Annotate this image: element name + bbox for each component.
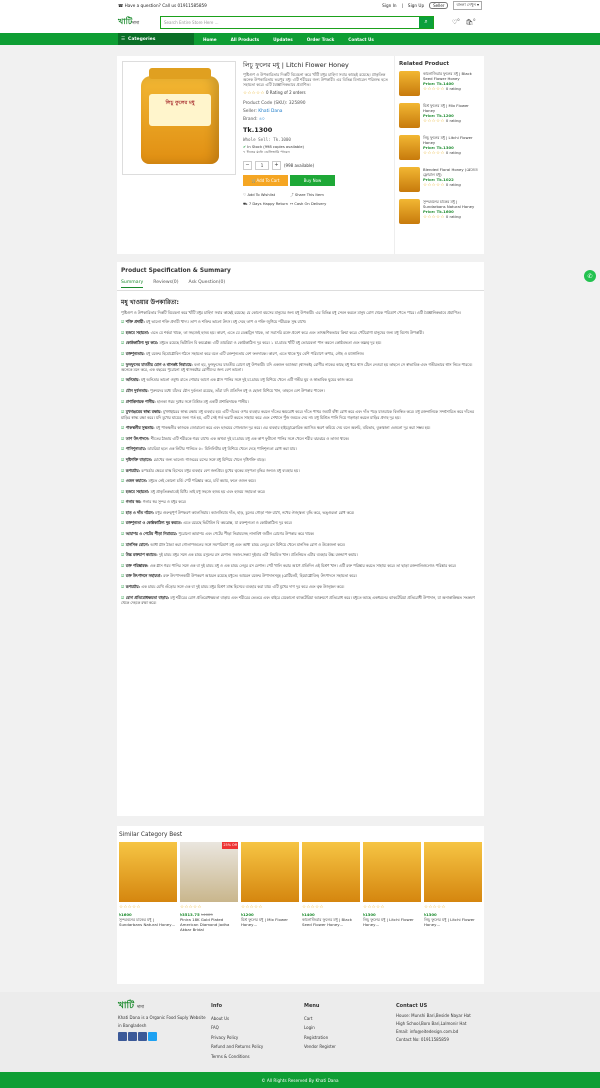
- cash-icon: ↔: [290, 201, 295, 206]
- benefit-item: ☑ রূপচর্চায়: এক চামচ মেথি গুঁড়োর সঙ্গে এক বা দুই চামচ মধুর মিশ্রণ মাস্ক হিসেবে ব্যবহার করা যায়। এটি মুখের দাগ দূর করে এবং ত্বক উজ্জ্বল করে।: [121, 584, 345, 590]
- check-icon: ☑: [121, 594, 126, 600]
- footer-link[interactable]: Vendor Register: [304, 1044, 336, 1050]
- benefit-item: ☑ তাপ উৎপাদনে: শীতের ঠান্ডায় এটি শরীরকে গরম রাখে। এক অথবা দুই চা-চামচ মধু এক কাপ ফুটানো পানির সঙ্গে খেলে শরীর ঝরঝরে ও তাজা থাকে।: [121, 435, 350, 441]
- check-icon: ☑: [121, 467, 126, 473]
- menu-icon: ☰: [121, 36, 126, 42]
- footer: খাটি দানা Khati Dana is a Organic Food Suply Website in Bangladesh Info About Us FAQ Privacy Policy Refund and Returns Policy Terms & Conditions Menu Cart Login Registration Vendor Register Contact US House: Munshi Bari,Beside Nayar Hat High School,Boro Bari,Lalmonir Hat Email: info@eitedesign.com.bd Contact No: 01911585859: [0, 992, 600, 1072]
- benefit-item: ☑ উচ্চ রক্তচাপ কমাতে: দুই চামচ মধুর সঙ্গে এক চামচ রসুনের রস মেশান। সকাল-সন্ধ্যা দুইবার এটা নিয়মিত খান। প্রতিনিয়ত এটার ব্যবহার উচ্চ রক্তচাপ কমায়।: [121, 552, 358, 558]
- related-thumb: [399, 71, 420, 96]
- similar-image: [180, 842, 238, 902]
- whatsapp-icon[interactable]: ✆: [584, 270, 596, 282]
- benefit-item: ☑ দৃষ্টিশক্তি বাড়াতে: চোখের জন্য ভালো। গাজরের রসের সঙ্গে মধু মিশিয়ে খেলে দৃষ্টিশক্তি বাড়ে।: [121, 456, 266, 462]
- categories-button[interactable]: ☰ Categories: [118, 33, 194, 45]
- footer-about: Khati Dana is a Organic Food Suply Website in Bangladesh: [118, 1015, 206, 1028]
- specification-card: [117, 262, 484, 816]
- similar-image: [302, 842, 360, 902]
- nav-all-products[interactable]: All Products: [230, 36, 260, 42]
- check-icon: ☑: [121, 329, 126, 335]
- search-input[interactable]: Search Entire Store Here ...: [161, 17, 419, 28]
- available-count: (998 available): [284, 162, 315, 168]
- footer-info-title: Info: [211, 1003, 223, 1009]
- brand-link[interactable]: ৪০: [258, 116, 265, 122]
- benefit-item: ☑ যৌন দুর্বলতায়: পুরুষদের মধ্যে যাঁদের যৌন দুর্বলতা রয়েছে, তাঁরা যদি প্রতিদিন মধু ও ছোলা মিশিয়ে খান, তাহলে বেশ উপকার পাবেন।: [121, 388, 325, 394]
- check-icon: ☑: [121, 488, 126, 494]
- similar-item[interactable]: ☆☆☆☆☆ ৳1200 মিশ্র ফুলের মধু | Mix Flower Honey…: [241, 842, 299, 932]
- footer-link[interactable]: FAQ: [211, 1025, 219, 1031]
- related-item[interactable]: মিশ্র ফুলের মধু | Mix Flower Honey Price: Tk.1200 ☆☆☆☆☆ 0 rating: [399, 103, 480, 132]
- return-info: ⛟ 7 Days Happy Return: [243, 201, 289, 206]
- related-products: [394, 56, 484, 254]
- truck-icon: ⛟: [243, 201, 249, 206]
- check-icon: ☑: [121, 361, 126, 367]
- discount-badge: 25% Off: [223, 843, 237, 847]
- product-card: লিচু ফুলের মধু লিচু ফুলের মধু | Litchi Flower Honey পুষ্টিগুণ ও উপকারিতার দিকটি বিবেচনা করে খাঁটি মধুর চাহিদা সবার কাছেই রয়েছে। প্রাকৃতিক অনেক উপকারিতায় ভরপুর মধু। এটি শরীরের জন্য উপকারী। এর বিভিন্ন মিনারেল পরিশুদ্ধ হতে সহায়তা করে। এটি বৈজ্ঞানিকভাবে প্রমাণিত। ☆☆☆☆☆ 0 Rating of 2 orders Product Code (SKU): 325890 Seller: Khati Dana Brand: ৪০ Tk.1300 Whole Sell: Tk.1000 ✔ In Stock (998 copies available) ৭ দিনের মধ্যে ডেলিভারি পাবেন − 1 + (998 available) 🛒 Add To Cart Buy Now ♡ Add To Wishlist ⤴ Share This Item ⛟ 7 Days Happy Return ↔ Cash On Delivery Related Product কালোজিরার ফুলের মধু | Black Seed Flower Honey Price: Tk.1400 ☆☆☆☆☆ 0 rating মিশ্র ফুলের মধু | Mix Flower Honey Price: Tk.1200 ☆☆☆☆☆ 0 rating লিচু ফুলের মধু | Litchi Flower Honey Price: Tk.1300 ☆☆☆☆☆ 0 rating Blended Floral Honey (ব্লেন্ডেড ফ্লোরাল মধু) Price: Tk.1022 ☆☆☆☆☆ 0 rating সুন্দরবনের চাকের মধু | Sundarbans Natural Honey Price: Tk.1600 ☆☆☆☆☆ 0 rating: [117, 56, 484, 254]
- check-icon: ☑: [121, 340, 126, 346]
- nav-order-track[interactable]: Order Track: [306, 36, 335, 42]
- sign-up-link[interactable]: Sign Up: [407, 3, 425, 8]
- top-bar: ☎ Have a question? Call us 01911585859 Sign In | Sign Up Seller বাংলা দেখুন ▾: [0, 0, 600, 11]
- related-item[interactable]: লিচু ফুলের মধু | Litchi Flower Honey Price: Tk.1300 ☆☆☆☆☆ 0 rating: [399, 135, 480, 164]
- footer-link[interactable]: Refund and Returns Policy: [211, 1044, 264, 1050]
- instagram-icon[interactable]: [128, 1032, 137, 1041]
- footer-link[interactable]: Login: [304, 1025, 315, 1031]
- check-icon: ☑: [121, 584, 126, 590]
- benefit-item: ☑ পাকস্থলীর সুস্থতায়: মধু পাকস্থলীর কাজকে জোরালো করে এবং হজমের গোলমাল দূর করে। এর ব্যবহার হাইড্রোক্লোরিক অ্যাসিড ক্ষরণ কমিয়ে দেয় বলে অরুচি, বমিভাব, বুকজ্বালা এগুলো দূর করা সম্ভব হয়।: [121, 425, 431, 431]
- similar-item[interactable]: 25% Off ☆☆☆☆☆ ৳3513.75 ৳4685 Pinira 18K Gold Plated American Diamond Jodha Akbar Bridal: [180, 843, 237, 932]
- related-item[interactable]: Blended Floral Honey (ব্লেন্ডেড ফ্লোরাল মধু) Price: Tk.1022 ☆☆☆☆☆ 0 rating: [399, 167, 480, 196]
- check-icon: ☑: [121, 435, 126, 441]
- heart-icon: ♡: [243, 192, 248, 197]
- footer-logo[interactable]: খাটি দানা: [118, 1001, 144, 1011]
- check-icon: ☑: [121, 446, 126, 452]
- summary-intro: পুষ্টিগুণ ও উপকারিতার দিকটি বিবেচনা করে খাঁটি মধুর চাহিদা সবার কাছেই রয়েছে। যে কোনো বয়সের মানুষের জন্য মধু উপকারী। এর বিভিন্ন মধু সেবন করলে মানুষ রোগ থেকে পরিত্রাণ পেতে পারে। এটি বৈজ্ঞানিকভাবে প্রমাণিত।: [121, 310, 461, 315]
- stock-status: In Stock (998 copies available): [247, 144, 304, 149]
- wishlist-icon[interactable]: ♡$^0$: [452, 18, 460, 26]
- nav-updates[interactable]: Updates: [273, 36, 293, 42]
- similar-title: Similar Category Best: [119, 832, 183, 838]
- benefit-item: ☑ ওজন কমাতে: মধুতে নেই কোনো চর্বি। পেট পরিষ্কার করে, চর্বি কমায়, ফলে ওজন কমে।: [121, 478, 256, 484]
- benefit-item: ☑ ফুসফুসের যাবতীয় রোগ ও শ্বাসকষ্ট নিরাময়ে: বলা হয়, ফুসফুসের যাবতীয় রোগে মধু উপকারী। যদি একজন অ্যাজমা (শ্বাসকষ্ট) রোগীর নাকের কাছে মধু ধরে শ্বাস টেনে নেওয়া হয় তাহলে সে স্বাভাবিক এবং গভীরভাবে শ্বাস নিতে পারবে। অনেকে মনে করে, এক বছরের পুরোনো মধু শ্বাসকষ্টের রোগীদের জন্য বেশ ভালো।: [121, 361, 473, 372]
- related-thumb: [399, 103, 420, 128]
- check-icon: ☑: [121, 398, 126, 404]
- cart-icon: 🛒: [251, 177, 257, 183]
- rating-stars: ☆☆☆☆☆: [243, 90, 265, 96]
- cart-icon[interactable]: 🛍$^0$: [465, 18, 476, 26]
- tab-summary[interactable]: Summary: [121, 280, 143, 288]
- footer-link[interactable]: Registration: [304, 1034, 329, 1040]
- benefit-item: ☑ রোগ প্রতিরোধক্ষমতা বাড়ায়: মধু শরীরের রোগ প্রতিরোধক্ষমতা বাড়ায় এবং শরীরের ভেতরে এবং বাইরে যেকোনো ব্যাকটেরিয়া আক্রমণে প্রতিরোধ করে। মধুতে আছে একধরনের ব্যাকটেরিয়া প্রতিরোধী উপাদান, যা অনাকাঙ্ক্ষিত সংক্রমণ থেকে দেহকে রক্ষা করে।: [121, 594, 475, 605]
- seller-button[interactable]: Seller: [429, 2, 448, 9]
- honey-jar-image: লিচু ফুলের মধু: [141, 76, 219, 164]
- similar-item[interactable]: ☆☆☆☆☆ ৳1600 সুন্দরবনের চাকের মধু | Sundarbans Natural Honey…: [119, 842, 177, 932]
- benefit-item: ☑ গলার স্বর: গলার স্বর সুন্দর ও মধুর করে।: [121, 499, 187, 505]
- share-link[interactable]: ⤴ Share This Item: [290, 192, 324, 197]
- check-icon: ☑: [121, 531, 126, 537]
- benefit-item: ☑ আমাশয় ও পেটের পীড়া নিরাময়ে: পুরোনো আমাশয় এবং পেটের পীড়া নিরাময়সহ নানাবিধ জটিল রোগের উপকার করে থাকে।: [121, 531, 315, 537]
- check-icon: ☑: [121, 541, 126, 547]
- search-button[interactable]: [419, 17, 433, 28]
- tab-reviews[interactable]: Reviews(0): [153, 280, 179, 285]
- footer-link[interactable]: Terms & Conditions: [211, 1053, 250, 1059]
- summary-heading: মধু খাওয়ার উপকারিতা:: [121, 299, 179, 306]
- tab-ask-question[interactable]: Ask Question(0): [188, 280, 226, 285]
- benefit-item: ☑ হাড় ও দাঁত গঠনে: মধুর গুরুত্বপূর্ণ উপকরণ ক্যালসিয়াম। ক্যালসিয়াম দাঁত, হাড়, চুলের গোড়া শক্ত রাখে, নখের ঔজ্জ্বল্য বৃদ্ধি করে, ভঙ্গুরতা রোধ করে।: [121, 509, 355, 515]
- footer-menu-title: Menu: [304, 1003, 320, 1009]
- product-description: পুষ্টিগুণ ও উপকারিতার দিকটি বিবেচনা করে খাঁটি মধুর চাহিদা সবার কাছেই রয়েছে। প্রাকৃতিক অনেক উপকারিতায় ভরপুর মধু। এটি শরীরের জন্য উপকারী। এর বিভিন্ন মিনারেল পরিশুদ্ধ হতে সহায়তা করে। এটি বৈজ্ঞানিকভাবে প্রমাণিত।: [243, 72, 388, 88]
- welcome-text: ☎ Have a question? Call us 01911585859: [118, 3, 207, 8]
- sign-in-link[interactable]: Sign In: [382, 3, 397, 8]
- benefit-item: ☑ রূপচর্চায়: রূপচর্চার ক্ষেত্রে মাস্ক হিসেবে মধুর ব্যবহার বেশ জনপ্রিয়। মুখের ত্বকের মসৃণতা বৃদ্ধির জন্যও মধু ব্যবহার হয়।: [121, 467, 300, 473]
- check-icon: ☑: [121, 319, 126, 325]
- qty-plus-button[interactable]: +: [272, 161, 281, 170]
- benefit-item: ☑ হজমে সহায়তা: মধু প্রাকৃতিকভাবেই মিষ্টি। তাই মধু সহজে হজম হয় এবং হজমে সহায়তা করে।: [121, 488, 266, 494]
- similar-item[interactable]: ☆☆☆☆☆ ৳1300 লিচু ফুলের মধু | Litchi Flower Honey…: [363, 842, 421, 932]
- related-thumb: [399, 199, 420, 224]
- qty-input[interactable]: 1: [255, 161, 269, 170]
- benefit-item: ☑ হজমে সহায়তা: এতে যে শর্করা থাকে, তা সহজেই হজম হয়। কারণ, এতে যে ডেক্সট্রিন থাকে, তা সরাসরি রক্তে প্রবেশ করে এবং তাৎক্ষণিকভাবে ক্রিয়া করে। পেটরোগা মানুষের জন্য মধু বিশেষ উপকারী।: [121, 329, 424, 335]
- wholesale-price: Whole Sell: Tk.1000: [243, 136, 291, 142]
- benefit-item: ☑ প্রশান্তিদায়ক পানীয়: হালকা গরম দুধের সঙ্গে মিশ্রিত মধু একটি প্রশান্তিদায়ক পানীয়।: [121, 398, 249, 404]
- check-icon: ☑: [121, 377, 126, 383]
- cod-info: ↔ Cash On Delivery: [290, 201, 327, 206]
- buy-now-button[interactable]: Buy Now: [290, 175, 335, 186]
- facebook-icon[interactable]: [118, 1032, 127, 1041]
- check-icon: ☑: [121, 425, 126, 431]
- check-icon: ☑: [121, 350, 126, 356]
- check-icon: ☑: [121, 520, 126, 526]
- related-thumb: [399, 135, 420, 160]
- check-icon: ☑: [121, 388, 126, 394]
- benefit-item: ☑ শক্তি প্রদায়ী: মধু ভালো শক্তি প্রদায়ী খাদ্য। তাপ ও শক্তির ভালো উৎস। মধু দেহে তাপ ও শক্তি জুগিয়ে শরীরকে সুস্থ রাখে।: [121, 319, 307, 325]
- messenger-icon[interactable]: [138, 1032, 147, 1041]
- benefit-item: ☑ রক্তশূন্যতা ও কোষ্ঠকাঠিন্য দূর করতে: এতে রয়েছে ভিটামিন বি কমপ্লেক্স, যা রক্তশূন্যতা ও কোষ্ঠকাঠিন্য দূর করে।: [121, 520, 292, 526]
- check-icon: ☑: [121, 499, 126, 505]
- benefit-item: ☑ কোষ্ঠকাঠিন্য দূর করে: মধুতে রয়েছে ভিটামিন বি কমপ্লেক্স। এটি ডায়রিয়া ও কোষ্ঠকাঠিন্য দূর করে। ১ চা-চামচ খাঁটি মধু ভোরবেলা পান করলে কোষ্ঠবদ্ধতা এবং অম্লত্ব দূর হয়।: [121, 340, 382, 346]
- nav-contact-us[interactable]: Contact Us: [348, 36, 374, 42]
- benefit-item: ☑ রক্তশূন্যতায়: মধু রক্তের হিমোগ্লোবিন গঠনে সহায়তা করে বলে এটি রক্তশূন্যতায় বেশ ফলদায়ক। কারণ, এতে থাকে খুব বেশি পরিমাণে কপার, লৌহ ও ম্যাঙ্গানিজ।: [121, 350, 365, 356]
- footer-contact-title: Contact US: [396, 1003, 428, 1009]
- check-icon: ☑: [121, 456, 126, 462]
- language-select[interactable]: বাংলা দেখুন ▾: [453, 1, 482, 10]
- check-icon: ☑: [121, 478, 126, 484]
- similar-item[interactable]: ☆☆☆☆☆ ৳1300 লিচু ফুলের মধু | Litchi Flower Honey…: [424, 842, 482, 932]
- check-icon: ☑: [121, 562, 126, 568]
- benefit-item: ☑ পানিশূন্যতায়: ডায়রিয়া হলে এক লিটার পানিতে ৫০ মিলিলিটার মধু মিশিয়ে খেলে দেহে পানিশূন্যতা রোধ করা যায়।: [121, 446, 297, 452]
- copyright: © All Rights Reserved By Khati Dana: [0, 1072, 600, 1088]
- footer-link[interactable]: Cart: [304, 1015, 313, 1021]
- search-bar: [160, 16, 434, 29]
- benefit-item: ☑ রক্ত উৎপাদনে সহায়তা: রক্ত উৎপাদনকারী উপকরণ আয়রন রয়েছে মধুতে। আয়রন রক্তের উপাদানসমূহ (প্লেটিলেট, হিমোগ্লোবিন) উৎপাদনে সহায়তা করে।: [121, 573, 357, 579]
- benefit-item: ☑ রক্ত পরিষ্কারক: এক গ্লাস গরম পানির সঙ্গে এক বা দুই চামচ মধু ও এক চামচ লেবুর রস মেশান। পেট খালি করার আগে প্রতিদিন এই মিশ্রণ খান। এটি রক্ত পরিষ্কার করতে সাহায্য করে। তা ছাড়া রক্তনালিগুলোও পরিষ্কার করে।: [121, 562, 456, 568]
- site-logo[interactable]: খাটিদানা: [118, 15, 140, 26]
- similar-image: [241, 842, 299, 902]
- similar-image: [424, 842, 482, 902]
- wishlist-link[interactable]: ♡ Add To Wishlist: [243, 192, 276, 197]
- phone-icon: ☎: [118, 3, 125, 8]
- check-icon: ✔: [243, 144, 247, 149]
- product-image[interactable]: [122, 61, 236, 175]
- related-title: Related Product: [399, 61, 450, 67]
- product-price: Tk.1300: [243, 125, 273, 134]
- related-thumb: [399, 167, 420, 192]
- footer-link[interactable]: About Us: [211, 1015, 230, 1021]
- qty-minus-button[interactable]: −: [243, 161, 252, 170]
- search-icon: ⌕: [424, 18, 428, 25]
- check-icon: ☑: [121, 552, 126, 558]
- add-to-cart-button[interactable]: 🛒 Add To Cart: [243, 175, 288, 186]
- related-item[interactable]: কালোজিরার ফুলের মধু | Black Seed Flower Honey Price: Tk.1400 ☆☆☆☆☆ 0 rating: [399, 71, 480, 100]
- rating-text: 0 Rating of 2 orders: [265, 89, 306, 95]
- similar-image: [119, 842, 177, 902]
- benefit-item: ☑ মানসিক রোগে: আধা গ্লাস ঠান্ডা করা গোলাপজলের সঙ্গে সমপরিমাণ মধু এবং আধা চামচ লেবুর রস মিশিয়ে খেলে মানসিক রোগ ও উত্তেজনা কমে।: [121, 541, 345, 547]
- benefit-item: ☑ মুখগহ্বরের স্বাস্থ্য রক্ষায়: মুখগহ্বরের স্বাস্থ্য রক্ষায় মধু ব্যবহার হয়। এটি দাঁতের ওপর ব্যবহার করলে দাঁতের ক্ষয়রোধ করে। দাঁতে পাথর জমাট বাঁধা রোধ করে এবং দাঁত পড়ে যাওয়াকে বিলম্বিত করে। মধু রক্তনালিকে সম্প্রসারিত করে দাঁতের মাড়ির স্বাস্থ্য রক্ষা করে। যদি মুখের ঘায়ের জন্য গর্ত হয়, এটি সেই গর্ত ভরাট করতে সাহায্য করে এবং সেখানে পুঁজ জমতে দেয় না। মধু মিশ্রিত পানি দিয়ে গড়গড়া করলে মাড়ির প্রদাহ দূর হয়।: [121, 409, 474, 420]
- similar-item[interactable]: ☆☆☆☆☆ ৳1400 কালোজিরার ফুলের মধু | Black Seed Flower Honey…: [302, 842, 360, 932]
- product-code: Product Code (SKU): 325890: [243, 100, 306, 106]
- check-icon: ☑: [121, 409, 126, 415]
- seller-link[interactable]: Khati Dana: [258, 108, 283, 114]
- benefit-item: ☑ অনিদ্রায়: মধু অনিদ্রার ভালো ওষুধ। রাতে শোয়ার আগে এক গ্লাস পানির সঙ্গে দুই চা-চামচ মধু মিশিয়ে খেলে এটি গভীর ঘুম ও স্বাভাবিক ঘুমের কাজ করে।: [121, 377, 354, 383]
- spec-title: Product Specification & Summary: [121, 268, 231, 274]
- share-icon: ⤴: [290, 192, 295, 197]
- footer-link[interactable]: Privacy Policy: [211, 1034, 239, 1040]
- nav-home[interactable]: Home: [203, 36, 217, 42]
- main-nav: [0, 33, 600, 45]
- related-item[interactable]: সুন্দরবনের চাকের মধু | Sundarbans Natural Honey Price: Tk.1600 ☆☆☆☆☆ 0 rating: [399, 199, 480, 228]
- similar-products: [117, 826, 484, 984]
- similar-image: [363, 842, 421, 902]
- twitter-icon[interactable]: [148, 1032, 157, 1041]
- check-icon: ☑: [121, 573, 126, 579]
- header: [0, 11, 600, 33]
- product-title: লিচু ফুলের মধু | Litchi Flower Honey: [243, 61, 349, 69]
- check-icon: ☑: [121, 509, 126, 515]
